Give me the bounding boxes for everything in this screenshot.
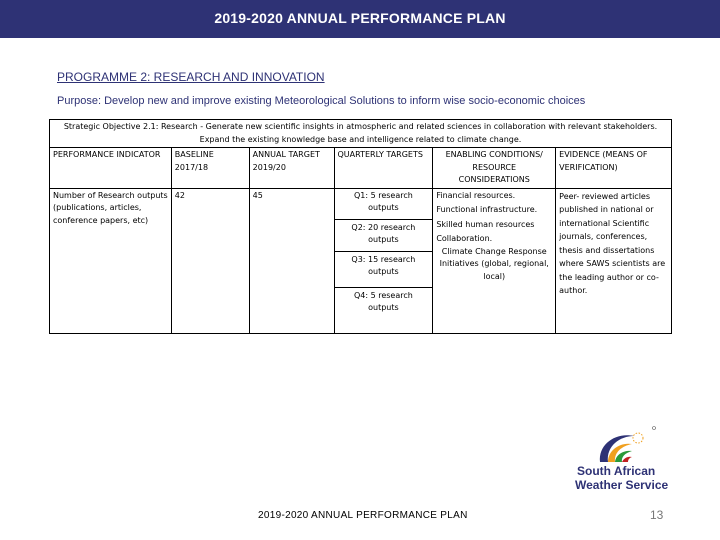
table-header-row xyxy=(50,148,672,189)
quarter-divider xyxy=(335,287,433,288)
page-number: 13 xyxy=(650,508,664,522)
enabling-item: Collaboration. xyxy=(436,234,493,243)
objective-line-1: Strategic Objective 2.1: Research - Generate new scientific insights in atmospheric and related sciences in collaboration with relevant stakeholders. xyxy=(63,122,658,131)
quarter-target-q2: Q2: 20 research outputs xyxy=(351,222,416,244)
quarter-divider xyxy=(335,251,433,252)
objective-row xyxy=(50,120,672,148)
header-quarterly-targets: QUARTERLY TARGETS xyxy=(334,148,433,189)
quarter-divider xyxy=(335,219,433,220)
header-evidence: EVIDENCE (MEANS OF VERIFICATION) xyxy=(556,148,672,189)
quarter-target-q3: Q3: 15 research outputs xyxy=(351,254,416,276)
header-indicator: PERFORMANCE INDICATOR xyxy=(50,148,172,189)
strategic-objective xyxy=(50,120,672,148)
enabling-item: Skilled human resources xyxy=(436,219,535,229)
enabling-item: Financial resources. xyxy=(436,190,516,200)
cell-quarterly-targets xyxy=(334,188,433,333)
header-enabling-conditions: ENABLING CONDITIONS/ RESOURCE CONSIDERATIONS xyxy=(433,148,556,189)
table-row xyxy=(50,188,672,333)
purpose-text: Purpose: Develop new and improve existing Meteorological Solutions to inform wise socio-economic choices xyxy=(57,95,586,107)
quarter-target-q1: Q1: 5 research outputs xyxy=(353,190,413,212)
enabling-item: Climate Change Response Initiatives (global, regional, local) xyxy=(439,246,549,281)
programme-heading: PROGRAMME 2: RESEARCH AND INNOVATION xyxy=(57,70,325,84)
enabling-item: Functional infrastructure. xyxy=(436,205,538,214)
cell-annual-target: 45 xyxy=(249,188,334,333)
header-baseline: BASELINE 2017/18 xyxy=(171,148,249,189)
page-title: 2019-2020 ANNUAL PERFORMANCE PLAN xyxy=(214,10,506,26)
performance-table xyxy=(49,119,672,334)
footer-text: 2019-2020 ANNUAL PERFORMANCE PLAN xyxy=(258,510,468,521)
logo-text-line2: Weather Service xyxy=(575,478,669,492)
cell-indicator: Number of Research outputs (publications, articles, conference papers, etc) xyxy=(50,188,172,333)
cell-baseline: 42 xyxy=(171,188,249,333)
logo-text-line1: South African xyxy=(577,464,656,478)
quarter-target-q4: Q4: 5 research outputs xyxy=(353,290,413,312)
cell-enabling-conditions xyxy=(433,188,556,333)
objective-line-2: Expand the existing knowledge base and intelligence related to climate change. xyxy=(199,134,522,144)
header-annual-target: ANNUAL TARGET 2019/20 xyxy=(249,148,334,189)
cell-evidence: Peer- reviewed articles published in national or international Scientific journals, conferences, thesis and dissertations where SAWS scientists are the leading author or co-author. xyxy=(556,188,672,333)
